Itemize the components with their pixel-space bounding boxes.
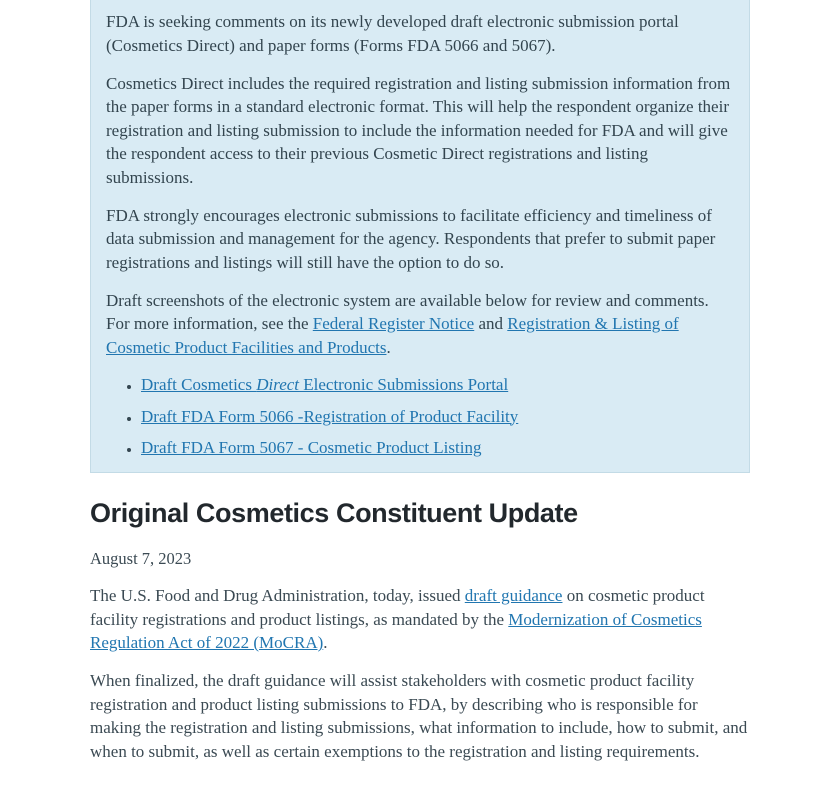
portal-link-text-pre: Draft Cosmetics [141, 375, 257, 394]
bullet-item-portal [141, 373, 734, 397]
article-paragraph-1 [90, 584, 750, 655]
federal-register-notice-link[interactable]: Federal Register Notice [312, 314, 475, 333]
article-section [90, 498, 750, 764]
bullet-item-form-5066 [141, 405, 734, 429]
callout-paragraph-4 [106, 289, 734, 360]
cosmetics-direct-portal-link[interactable] [141, 375, 508, 394]
bullet-item-form-5067 [141, 436, 734, 460]
form-5066-link[interactable]: Draft FDA Form 5066 -Registration of Product Facility [141, 406, 519, 426]
draft-guidance-link[interactable]: draft guidance [464, 586, 563, 605]
portal-link-text-post: Electronic Submissions Portal [299, 375, 509, 394]
article-date: August 7, 2023 [90, 548, 192, 568]
registration-listing-link[interactable]: Registration & Listing of Cosmetic Product Facilities and Products [106, 314, 679, 357]
callout-bullet-list [106, 373, 734, 460]
article-paragraph-1-text: The U.S. Food and Drug Administration, today, issued [90, 586, 465, 605]
article-paragraph-2: When finalized, the draft guidance will assist stakeholders with cosmetic product facility registration and product listing submissions to FDA, by describing who is responsible for making the registration and listing submissions, what information to include, how to submit, and when to submit, as well as certain exemptions to the registration and listing requirements. [90, 671, 748, 761]
callout-paragraph-4-and: and [474, 314, 508, 333]
mocra-link[interactable]: Modernization of Cosmetics Regulation Act of 2022 (MoCRA) [90, 609, 702, 652]
page-content [90, 0, 750, 763]
callout-paragraph-3: FDA strongly encourages electronic submissions to facilitate efficiency and timeliness of data submission and management for the agency. Respondents that prefer to submit paper registrations and listings will still have the option to do so. [106, 205, 716, 272]
portal-link-text-italic: Direct [256, 375, 300, 394]
callout-paragraph-1: FDA is seeking comments on its newly developed draft electronic submission portal (Cosmetics Direct) and paper forms (Forms FDA 5066 and 5067). [106, 12, 679, 55]
callout-paragraph-2: Cosmetics Direct includes the required registration and listing submission information from the paper forms in a standard electronic format. This will help the respondent organize their registration and listing submission to include the information needed for FDA and will give the respondent access to their previous Cosmetic Direct registrations and listing submissions. [106, 73, 731, 187]
article-paragraph-1-period: . [323, 633, 328, 652]
callout-box [90, 0, 750, 473]
article-heading: Original Cosmetics Constituent Update [90, 497, 578, 528]
form-5067-link[interactable]: Draft FDA Form 5067 - Cosmetic Product Listing [141, 438, 482, 457]
article-paragraph-1-mid: on cosmetic product facility registrations and product listings, as mandated by the [90, 586, 705, 629]
callout-paragraph-4-text: Draft screenshots of the electronic system are available below for review and comments. For more information, see the [106, 290, 709, 333]
callout-paragraph-4-period: . [386, 337, 391, 357]
